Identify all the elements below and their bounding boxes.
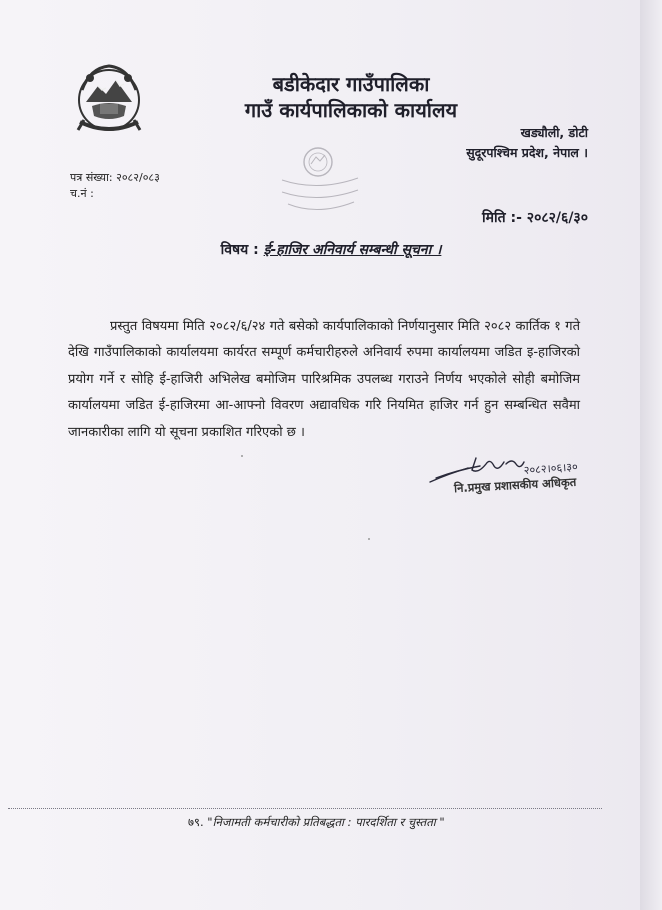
footer-slogan-line xyxy=(188,815,445,830)
footer-slogan: "निजामती कर्मचारीको प्रतिबद्धता : पारदर्शिता र चुस्तता " xyxy=(207,815,445,829)
notice-paragraph: प्रस्तुत विषयमा मिति २०८२/६/२४ गते बसेको कार्यपालिकाको निर्णयानुसार मिति २०८२ कार्तिक १ गते देखि गाउँपालिकाको कार्यालयमा कार्यरत सम्पूर्ण कर्मचारीहरुले अनिवार्य रुपमा कार्यालयमा जडित इ-हाजिरको प्रयोग गर्ने र सोहि ई-हाजिरी अभिलेख बमोजिम पारिश्रमिक उपलब्ध गराउने निर्णय भएकोले सोही बमोजिम कार्यालयमा जडित ई-हाजिरमा आ-आफ्नो विवरण अद्यावधिक गरि नियमित हाजिर गर्न हुन सम्बन्धित सवैमा जानकारीका लागि यो सूचना प्रकाशित गरिएको छ । xyxy=(68,319,580,440)
footer-number: ७९. xyxy=(188,815,204,829)
office-stamp-icon xyxy=(268,140,368,222)
subject-line xyxy=(0,240,662,259)
address-line: खड्यौली, डोटी xyxy=(520,125,588,140)
footer-divider xyxy=(8,808,602,809)
scan-speck xyxy=(368,538,370,540)
province-line: सुदूरपश्चिम प्रदेश, नेपाल । xyxy=(466,145,588,160)
signature-date: २०८२।०६।३० xyxy=(523,460,579,477)
letter-number: पत्र संख्या: २०८२/०८३ xyxy=(70,171,160,184)
letter-date: मिति :- २०८२/६/३० xyxy=(482,210,588,226)
scan-speck xyxy=(241,455,243,457)
office-subtitle: गाउँ कार्यपालिकाको कार्यालय xyxy=(244,98,458,122)
dispatch-number: च.नं : xyxy=(70,187,94,200)
notice-body xyxy=(68,314,580,446)
subject-text: ई-हाजिर अनिवार्य सम्बन्धी सूचना । xyxy=(263,242,442,258)
signatory-title: नि.प्रमुख प्रशासकीय अधिकृत xyxy=(453,474,577,496)
scan-edge xyxy=(640,0,662,910)
office-name: बडीकेदार गाउँपालिका xyxy=(272,72,430,96)
subject-label: विषय : xyxy=(220,242,259,258)
